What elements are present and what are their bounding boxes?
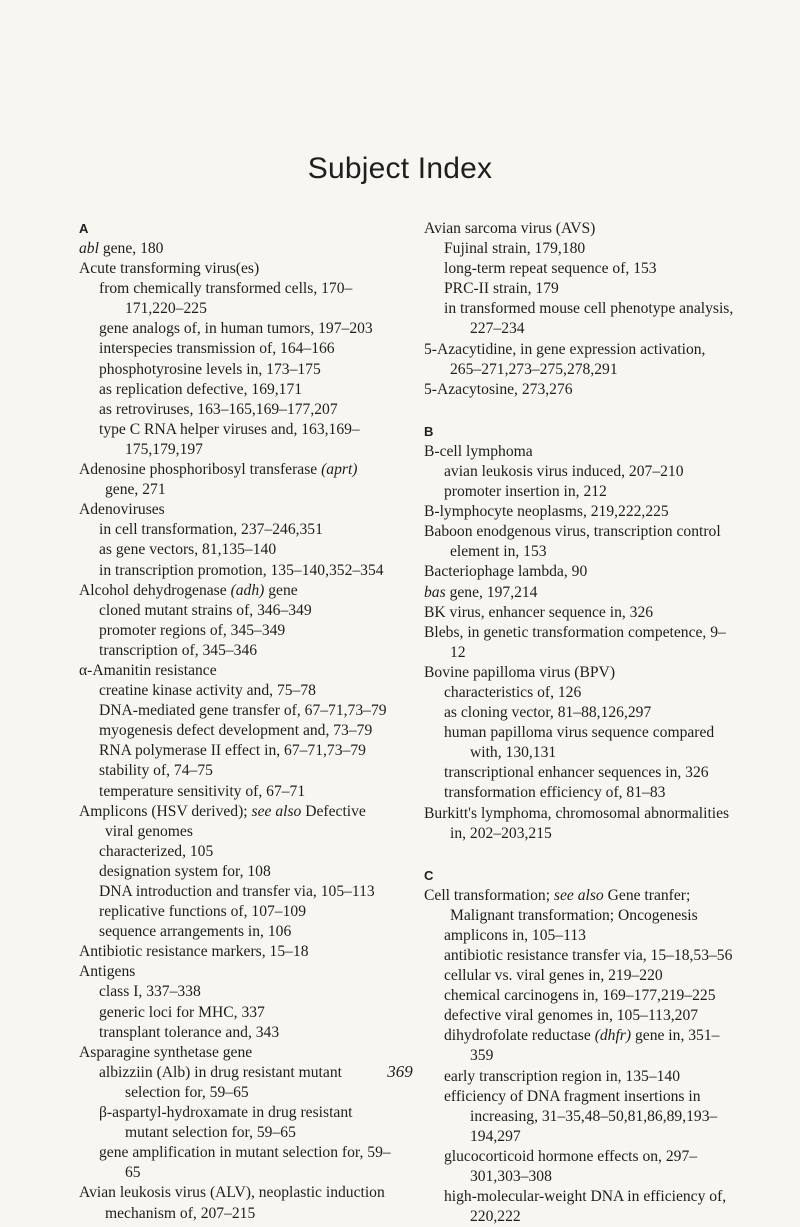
entry-text: promoter insertion in, 212 bbox=[444, 483, 607, 501]
index-subentry bbox=[79, 902, 394, 922]
index-entry bbox=[424, 603, 740, 623]
index-subentry bbox=[79, 701, 394, 721]
section-spacer bbox=[424, 844, 740, 866]
index-subentry bbox=[424, 1087, 740, 1147]
entry-text: abl bbox=[79, 240, 99, 257]
index-subentry bbox=[79, 761, 394, 781]
entry-text: as gene vectors, 81,135–140 bbox=[99, 541, 277, 559]
entry-text: phosphotyrosine levels in, 173–175 bbox=[99, 360, 321, 378]
index-subentry bbox=[79, 561, 394, 581]
entry-text: chemical carcinogens in, 169–177,219–225 bbox=[444, 987, 716, 1005]
entry-text: Adenosine phosphoribosyl transferase bbox=[79, 461, 322, 479]
entry-text: gene in, 351–359 bbox=[470, 1027, 720, 1065]
entry-text: Cell transformation; bbox=[424, 886, 554, 904]
index-subentry bbox=[424, 1006, 740, 1026]
index-entry bbox=[424, 219, 740, 239]
entry-text: Avian leukosis virus (ALV), neoplastic induction mechanism of, 207–215 bbox=[79, 1184, 385, 1222]
index-subentry bbox=[424, 683, 740, 703]
index-subentry bbox=[79, 279, 394, 319]
index-entry bbox=[424, 562, 740, 582]
entry-text: (dhfr) bbox=[594, 1027, 632, 1045]
index-subentry bbox=[79, 360, 394, 380]
entry-text: see also bbox=[553, 886, 604, 904]
entry-text: in cell transformation, 237–246,351 bbox=[99, 521, 323, 539]
entry-text: Avian sarcoma virus (AVS) bbox=[424, 220, 596, 237]
section-letter: B bbox=[424, 423, 434, 439]
entry-text: transcription of, 345–346 bbox=[99, 641, 258, 659]
index-subentry bbox=[424, 462, 740, 482]
index-subentry bbox=[79, 681, 394, 701]
entry-text: Baboon enodgenous virus, transcription control element in, 153 bbox=[424, 523, 721, 561]
entry-text: B-lymphocyte neoplasms, 219,222,225 bbox=[424, 503, 669, 521]
index-entry bbox=[424, 522, 740, 562]
index-subentry bbox=[424, 279, 740, 299]
entry-text: long-term repeat sequence of, 153 bbox=[444, 260, 657, 278]
entry-text: as replication defective, 169,171 bbox=[99, 380, 303, 398]
entry-text: Bovine papilloma virus (BPV) bbox=[424, 663, 616, 681]
entry-text: glucocorticoid hormone effects on, 297–301,303–308 bbox=[444, 1147, 698, 1186]
entry-text: Burkitt's lymphoma, chromosomal abnormalities in, 202–203,215 bbox=[424, 804, 730, 842]
entry-text: avian leukosis virus induced, 207–210 bbox=[444, 462, 684, 480]
entry-text: transformation efficiency of, 81–83 bbox=[444, 784, 666, 802]
entry-text: early transcription region in, 135–140 bbox=[444, 1067, 681, 1085]
entry-text: promoter regions of, 345–349 bbox=[99, 621, 286, 639]
entry-text: in transformed mouse cell phenotype analysis, 227–234 bbox=[444, 300, 734, 338]
section-letter: A bbox=[79, 221, 89, 236]
index-subentry bbox=[424, 259, 740, 279]
entry-text: from chemically transformed cells, 170–171,220–225 bbox=[99, 280, 353, 318]
entry-text: Adenoviruses bbox=[79, 501, 165, 519]
entry-text: Antigens bbox=[79, 963, 136, 981]
entry-text: characterized, 105 bbox=[99, 842, 214, 860]
index-subentry bbox=[79, 380, 394, 400]
index-subentry bbox=[79, 1023, 394, 1043]
index-subentry bbox=[79, 982, 394, 1002]
index-entry bbox=[79, 500, 394, 520]
index-entry bbox=[79, 962, 394, 982]
entry-text: bas bbox=[424, 583, 446, 601]
entry-text: (aprt) bbox=[321, 461, 358, 479]
index-subentry bbox=[79, 741, 394, 761]
index-subentry bbox=[79, 1103, 394, 1143]
entry-text: stability of, 74–75 bbox=[99, 762, 213, 780]
index-subentry bbox=[79, 922, 394, 942]
index-subentry bbox=[424, 783, 740, 803]
index-subentry bbox=[424, 482, 740, 502]
entry-text: RNA polymerase II effect in, 67–71,73–79 bbox=[99, 742, 366, 760]
page-title: Subject Index bbox=[307, 152, 493, 185]
index-subentry bbox=[79, 721, 394, 741]
index-entry bbox=[424, 340, 740, 380]
index-entry bbox=[424, 583, 740, 603]
entry-text: cloned mutant strains of, 346–349 bbox=[99, 601, 312, 619]
entry-text: PRC-II strain, 179 bbox=[444, 280, 559, 298]
entry-text: albizziin (Alb) in drug resistant mutant selection for, 59–65 bbox=[99, 1063, 342, 1101]
entry-text: 5-Azacytidine, in gene expression activation, 265–271,273–275,278,291 bbox=[424, 340, 706, 378]
index-subentry bbox=[424, 1147, 740, 1187]
index-subentry bbox=[424, 723, 740, 763]
entry-text: BK virus, enhancer sequence in, 326 bbox=[424, 603, 654, 621]
entry-text: Alcohol dehydrogenase bbox=[79, 581, 231, 599]
entry-text: Acute transforming virus(es) bbox=[79, 260, 260, 278]
entry-text: human papilloma virus sequence compared with, 130,131 bbox=[444, 724, 715, 762]
entry-text: high-molecular-weight DNA in efficiency of, 220,222 bbox=[444, 1188, 727, 1226]
entry-text: gene, 271 bbox=[105, 481, 166, 499]
entry-text: efficiency of DNA fragment insertions in increasing, 31–35,48–50,81,86,89,193–194,297 bbox=[444, 1087, 718, 1145]
entry-text: dihydrofolate reductase bbox=[444, 1027, 595, 1045]
entry-text: interspecies transmission of, 164–166 bbox=[99, 340, 335, 358]
section-letter: C bbox=[424, 867, 434, 883]
index-subentry bbox=[79, 842, 394, 862]
index-subentry bbox=[79, 540, 394, 560]
index-subentry bbox=[79, 782, 394, 802]
index-subentry bbox=[79, 339, 394, 359]
entry-text: sequence arrangements in, 106 bbox=[99, 923, 292, 941]
entry-text: B-cell lymphoma bbox=[424, 442, 533, 460]
index-subentry bbox=[79, 400, 394, 420]
index-entry bbox=[79, 942, 394, 962]
entry-text: characteristics of, 126 bbox=[444, 683, 582, 701]
index-entry bbox=[79, 259, 394, 279]
index-subentry bbox=[79, 882, 394, 902]
index-entry bbox=[424, 380, 740, 400]
entry-text: α-Amanitin resistance bbox=[79, 661, 217, 679]
entry-text: DNA introduction and transfer via, 105–113 bbox=[99, 883, 375, 900]
entry-text: defective viral genomes in, 105–113,207 bbox=[444, 1007, 699, 1025]
entry-text: replicative functions of, 107–109 bbox=[99, 903, 306, 921]
index-subentry bbox=[424, 1187, 740, 1227]
index-subentry bbox=[424, 299, 740, 339]
entry-text: see also bbox=[251, 802, 302, 820]
entry-text: transplant tolerance and, 343 bbox=[99, 1023, 280, 1041]
index-subentry bbox=[424, 763, 740, 783]
index-subentry bbox=[424, 986, 740, 1006]
index-subentry bbox=[79, 1003, 394, 1023]
entry-text: Blebs, in genetic transformation competence, 9–12 bbox=[424, 623, 726, 661]
index-subentry bbox=[424, 1026, 740, 1066]
entry-text: gene amplification in mutant selection for, 59–65 bbox=[99, 1144, 391, 1182]
index-subentry bbox=[79, 862, 394, 882]
entry-text: gene, 197,214 bbox=[445, 583, 538, 601]
entry-text: Asparagine synthetase gene bbox=[79, 1043, 253, 1061]
entry-text: class I, 337–338 bbox=[99, 983, 201, 1001]
index-subentry bbox=[79, 621, 394, 641]
entry-text: β-aspartyl-hydroxamate in drug resistant mutant selection for, 59–65 bbox=[99, 1104, 353, 1142]
entry-text: antibiotic resistance transfer via, 15–18,53–56 bbox=[444, 947, 733, 964]
entry-text: as retroviruses, 163–165,169–177,207 bbox=[99, 400, 338, 418]
page-number: 369 bbox=[387, 1062, 413, 1081]
entry-text: DNA-mediated gene transfer of, 67–71,73–79 bbox=[99, 702, 387, 720]
index-entry bbox=[79, 802, 394, 842]
index-subentry bbox=[424, 926, 740, 946]
entry-text: creatine kinase activity and, 75–78 bbox=[99, 682, 316, 700]
entry-text: Bacteriophage lambda, 90 bbox=[424, 563, 588, 581]
entry-text: amplicons in, 105–113 bbox=[444, 926, 586, 944]
index-subentry bbox=[79, 420, 394, 460]
entry-text: myogenesis defect development and, 73–79 bbox=[99, 722, 373, 740]
section-spacer bbox=[424, 400, 740, 422]
index-entry bbox=[79, 460, 394, 500]
index-entry bbox=[79, 661, 394, 681]
index-entry bbox=[79, 1043, 394, 1063]
entry-text: Defective viral genomes bbox=[105, 802, 366, 840]
index-subentry bbox=[424, 239, 740, 259]
entry-text: gene bbox=[264, 581, 298, 599]
entry-text: gene, 180 bbox=[98, 240, 164, 257]
index-subentry bbox=[424, 946, 740, 966]
entry-text: gene analogs of, in human tumors, 197–203 bbox=[99, 320, 373, 338]
index-subentry bbox=[424, 703, 740, 723]
index-entry bbox=[424, 804, 740, 844]
entry-text: temperature sensitivity of, 67–71 bbox=[99, 782, 306, 800]
index-entry bbox=[424, 623, 740, 663]
index-subentry bbox=[79, 520, 394, 540]
entry-text: cellular vs. viral genes in, 219–220 bbox=[444, 967, 663, 985]
index-subentry bbox=[424, 966, 740, 986]
entry-text: in transcription promotion, 135–140,352–354 bbox=[99, 561, 384, 579]
entry-text: generic loci for MHC, 337 bbox=[99, 1003, 265, 1021]
index-entry bbox=[424, 442, 740, 462]
entry-text: Fujinal strain, 179,180 bbox=[444, 240, 586, 258]
entry-text: (adh) bbox=[230, 581, 265, 599]
index-subentry bbox=[79, 1143, 394, 1183]
index-entry bbox=[424, 886, 740, 926]
index-entry bbox=[79, 1183, 394, 1223]
entry-text: 5-Azacytosine, 273,276 bbox=[424, 380, 573, 398]
entry-text: type C RNA helper viruses and, 163,169–175,179,197 bbox=[99, 420, 360, 458]
entry-text: Amplicons (HSV derived); bbox=[79, 802, 252, 820]
index-entry bbox=[424, 663, 740, 683]
index-subentry bbox=[79, 601, 394, 621]
index-entry bbox=[79, 239, 394, 259]
entry-text: designation system for, 108 bbox=[99, 862, 271, 880]
index-entry bbox=[79, 581, 394, 601]
index-subentry bbox=[79, 641, 394, 661]
index-subentry bbox=[79, 319, 394, 339]
entry-text: transcriptional enhancer sequences in, 326 bbox=[444, 764, 709, 782]
index-entry bbox=[424, 502, 740, 522]
entry-text: Antibiotic resistance markers, 15–18 bbox=[79, 943, 309, 961]
entry-text: Gene tranfer; Malignant transformation; Oncogenesis bbox=[450, 886, 698, 924]
entry-text: as cloning vector, 81–88,126,297 bbox=[444, 704, 652, 722]
